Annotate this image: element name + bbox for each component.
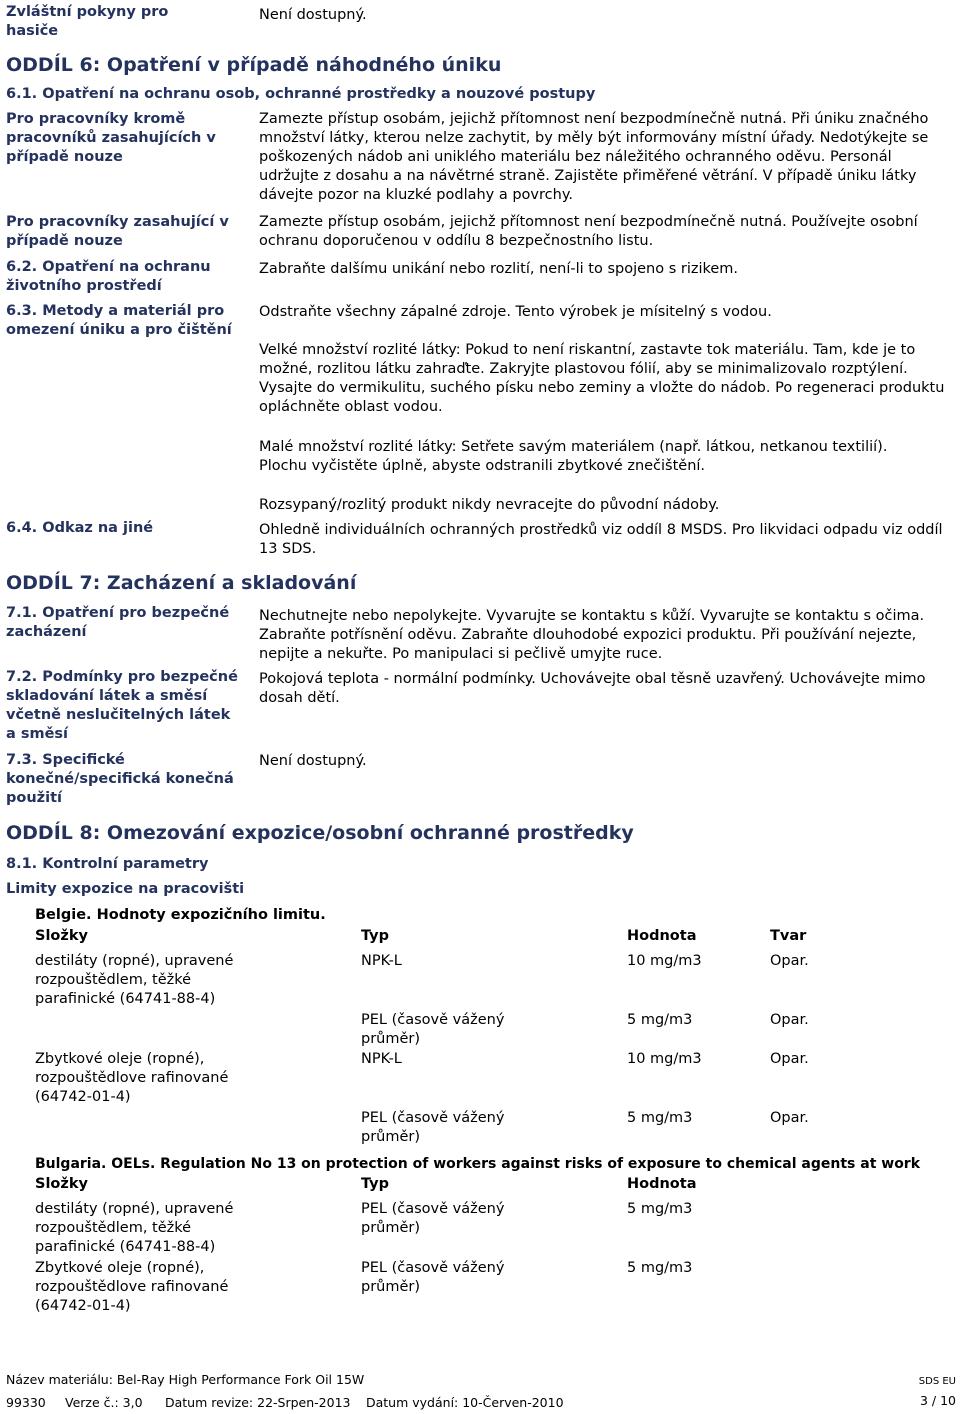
firefighter-label: Zvláštní pokyny pro hasiče [6,4,169,39]
section-7-1-text: Nechutnejte nebo nepolykejte. Vyvarujte se kontaktu s kůží. Vyvarujte se kontaktu s očima. Zabraňte potřísnění oděvu. Zabraňte dlouhodobé expozici produktu. Při používání nejezte, nepijte a nekuřte. Po manipulaci si pečlivě umyjte ruce. [259,608,925,662]
section-7-1-label: 7.1. Opatření pro bezpečné zacházení [6,605,230,640]
belgie-row-2-type: PEL (časově vážený průměr) [361,1012,505,1047]
exposure-limits-heading: Limity expozice na pracovišti [6,881,245,897]
section-6-3-paragraph-3: Malé množství rozlité látky: Setřete savým materiálem (např. látkou, netkanou textilií). Plochu vyčistěte úplně, abyste odstranili zbytkové znečištění. [259,439,888,474]
section-7-3-label: 7.3. Specifické konečné/specifická konečná použití [6,752,234,806]
section-6-2-label: 6.2. Opatření na ochranu životního prostředí [6,259,211,294]
belgie-row-3-value: 10 mg/m3 [627,1051,702,1067]
belgie-header-components: Složky [35,928,88,944]
bulgaria-row-1-type: PEL (časově vážený průměr) [361,1201,505,1236]
section-7-title: ODDÍL 7: Zacházení a skladování [6,572,357,594]
section-6-3-label: 6.3. Metody a materiál pro omezení úniku a pro čištění [6,303,232,338]
footer-sds-eu: SDS EU [918,1376,956,1387]
bulgaria-row-2-value: 5 mg/m3 [627,1260,693,1276]
belgie-row-3-component: Zbytkové oleje (ropné), rozpouštědlove rafinované (64742-01-4) [35,1051,229,1105]
footer-product-code: 99330 [6,1395,46,1410]
belgie-header-form: Tvar [770,928,807,944]
section-7-2-label: 7.2. Podmínky pro bezpečné skladování látek a směsí včetně neslučitelných látek a směsí [6,669,238,742]
belgie-row-1-form: Opar. [770,953,809,969]
section-8-1-heading: 8.1. Kontrolní parametry [6,856,209,872]
belgie-table-title: Belgie. Hodnoty expozičního limitu. [35,907,326,923]
bulgaria-table-title: Bulgaria. OELs. Regulation No 13 on protection of workers against risks of exposure to chemical agents at work [35,1156,921,1172]
section-6-4-label: 6.4. Odkaz na jiné [6,520,154,536]
section-6-4-text: Ohledně individuálních ochranných prostředků viz oddíl 8 MSDS. Pro likvidaci odpadu viz oddíl 13 SDS. [259,522,943,557]
bulgaria-row-2-type: PEL (časově vážený průměr) [361,1260,505,1295]
bulgaria-header-value: Hodnota [627,1176,697,1192]
footer-issue-date: Datum vydání: 10-Červen-2010 [366,1395,564,1410]
footer-page-number: 3 / 10 [919,1393,956,1408]
footer-revision-date: Datum revize: 22-Srpen-2013 [165,1395,351,1410]
firefighter-value: Není dostupný. [259,7,367,23]
belgie-row-3-type: NPK-L [361,1051,402,1067]
emergency-responders-text: Zamezte přístup osobám, jejichž přítomnost není bezpodmínečně nutná. Používejte osobní ochranu doporučenou v oddílu 8 bezpečnostního listu. [259,214,918,249]
non-emergency-personnel-text: Zamezte přístup osobám, jejichž přítomnost není bezpodmínečně nutná. Při úniku značného množství látky, kterou nelze zachytit, by měly být informovány místní úřady. Nedotýkejte se poškozených nádob ani uniklého materiálu bez náležitého ochranného oděvu. Personál udržujte z dosahu a na návětrné straně. Zajistěte přiměřené větrání. V případě úniku látky dávejte pozor na kluzké podlahy a povrchy. [259,111,929,203]
section-7-2-text: Pokojová teplota - normální podmínky. Uchovávejte obal těsně uzavřený. Uchovávejte mimo dosah dětí. [259,671,926,706]
belgie-row-2-form: Opar. [770,1012,809,1028]
section-6-3-paragraph-4: Rozsypaný/rozlitý produkt nikdy nevracejte do původní nádoby. [259,497,720,513]
belgie-header-value: Hodnota [627,928,697,944]
emergency-responders-label: Pro pracovníky zasahující v případě nouze [6,214,229,249]
belgie-row-3-form: Opar. [770,1051,809,1067]
section-6-1-heading: 6.1. Opatření na ochranu osob, ochranné prostředky a nouzové postupy [6,86,596,102]
section-6-3-paragraph-1: Odstraňte všechny zápalné zdroje. Tento výrobek je mísitelný s vodou. [259,304,772,320]
section-6-2-text: Zabraňte dalšímu unikání nebo rozlití, není-li to spojeno s rizikem. [259,261,739,277]
belgie-row-4-form: Opar. [770,1110,809,1126]
belgie-header-type: Typ [361,928,390,944]
belgie-row-1-type: NPK-L [361,953,402,969]
non-emergency-personnel-label: Pro pracovníky kromě pracovníků zasahujících v případě nouze [6,111,216,165]
belgie-row-1-value: 10 mg/m3 [627,953,702,969]
belgie-row-4-value: 5 mg/m3 [627,1110,693,1126]
section-7-3-text: Není dostupný. [259,753,367,769]
section-6-3-paragraph-2: Velké množství rozlité látky: Pokud to není riskantní, zastavte tok materiálu. Tam, kde je to možné, rozlitou látku zahraďte. Zakryjte plastovou fólií, aby se minimalizovalo rozptýlení. Vysajte do vermikulitu, suchého písku nebo zeminy a vložte do nádob. Po regeneraci produktu opláchněte oblast vodou. [259,342,945,415]
bulgaria-row-1-value: 5 mg/m3 [627,1201,693,1217]
footer-version: Verze č.: 3,0 [65,1395,143,1410]
bulgaria-header-type: Typ [361,1176,390,1192]
belgie-row-1-component: destiláty (ropné), upravené rozpouštědlem, těžké parafinické (64741-88-4) [35,953,234,1007]
section-6-title: ODDÍL 6: Opatření v případě náhodného úniku [6,54,502,76]
footer-material-name: Název materiálu: Bel-Ray High Performance Fork Oil 15W [6,1372,365,1387]
section-8-title: ODDÍL 8: Omezování expozice/osobní ochranné prostředky [6,822,634,844]
bulgaria-header-components: Složky [35,1176,88,1192]
belgie-row-2-value: 5 mg/m3 [627,1012,693,1028]
bulgaria-row-1-component: destiláty (ropné), upravené rozpouštědlem, těžké parafinické (64741-88-4) [35,1201,234,1255]
bulgaria-row-2-component: Zbytkové oleje (ropné), rozpouštědlove rafinované (64742-01-4) [35,1260,229,1314]
belgie-row-4-type: PEL (časově vážený průměr) [361,1110,505,1145]
